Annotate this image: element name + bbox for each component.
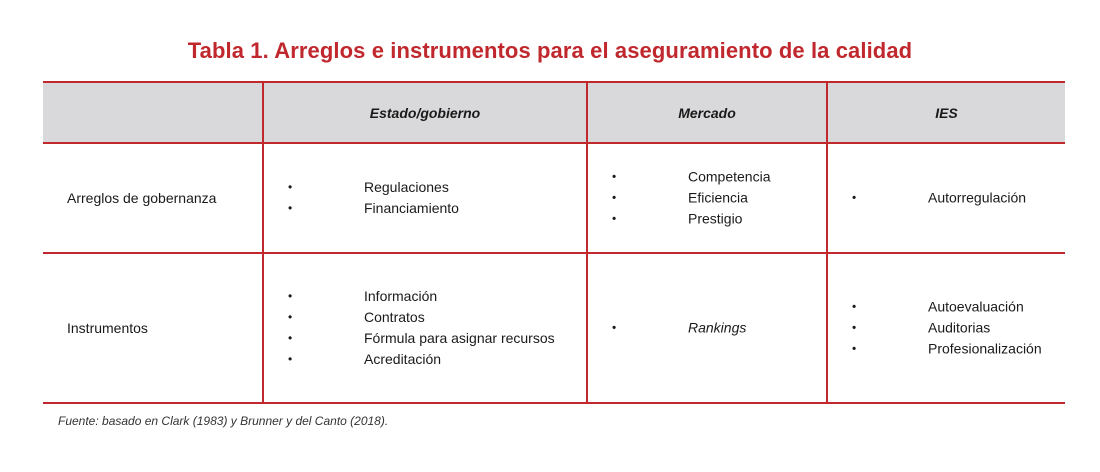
bullet-icon: •: [288, 310, 293, 324]
table-header-row: [43, 83, 1065, 142]
list-item: • Regulaciones: [264, 177, 586, 198]
bullet-list: [828, 297, 1065, 360]
bullet-icon: •: [852, 190, 857, 205]
bullet-list: [264, 177, 586, 219]
bullet-list: [828, 188, 1065, 209]
cell-estado-instrumentos: [262, 254, 586, 402]
cell-ies-gobernanza: [826, 144, 1065, 252]
bullet-icon: •: [612, 169, 617, 184]
list-item: • Fórmula para asignar recursos: [264, 328, 586, 349]
list-item: • Prestigio: [588, 209, 826, 230]
list-item: • Auditorias: [828, 318, 1065, 339]
bullet-icon: •: [852, 320, 857, 335]
cell-mercado-instrumentos: [586, 254, 826, 402]
list-item: • Autoevaluación: [828, 297, 1065, 318]
header-estado: Estado/gobierno: [262, 83, 586, 142]
table-row: [43, 252, 1065, 402]
bullet-icon: •: [288, 201, 293, 215]
bullet-icon: •: [288, 180, 293, 194]
list-item: • Autorregulación: [828, 188, 1065, 209]
bullet-icon: •: [612, 320, 617, 335]
bullet-list: [588, 318, 826, 339]
header-empty: [43, 83, 262, 142]
list-item: • Rankings: [588, 318, 826, 339]
cell-estado-gobernanza: [262, 144, 586, 252]
bullet-icon: •: [852, 341, 857, 356]
bullet-list: [264, 286, 586, 370]
bullet-icon: •: [612, 211, 617, 226]
bullet-icon: •: [612, 190, 617, 205]
cell-mercado-gobernanza: [586, 144, 826, 252]
list-item: • Financiamiento: [264, 198, 586, 219]
list-item: • Profesionalización: [828, 339, 1065, 360]
header-ies: IES: [826, 83, 1065, 142]
bullet-icon: •: [852, 299, 857, 314]
header-mercado: Mercado: [586, 83, 826, 142]
row-label-instrumentos: Instrumentos: [67, 320, 148, 336]
source-note: Fuente: basado en Clark (1983) y Brunner y del Canto (2018).: [58, 414, 389, 428]
bullet-icon: •: [288, 352, 293, 366]
list-item: • Acreditación: [264, 349, 586, 370]
cell-ies-instrumentos: [826, 254, 1065, 402]
bullet-list: [588, 167, 826, 230]
table-title: Tabla 1. Arreglos e instrumentos para el aseguramiento de la calidad: [187, 38, 913, 63]
list-item: • Contratos: [264, 307, 586, 328]
quality-assurance-table: [43, 81, 1065, 404]
row-label-gobernanza: Arreglos de gobernanza: [67, 190, 217, 206]
list-item: • Información: [264, 286, 586, 307]
list-item: • Eficiencia: [588, 188, 826, 209]
bullet-icon: •: [288, 331, 293, 345]
table-row: [43, 142, 1065, 252]
bullet-icon: •: [288, 289, 293, 303]
list-item: • Competencia: [588, 167, 826, 188]
